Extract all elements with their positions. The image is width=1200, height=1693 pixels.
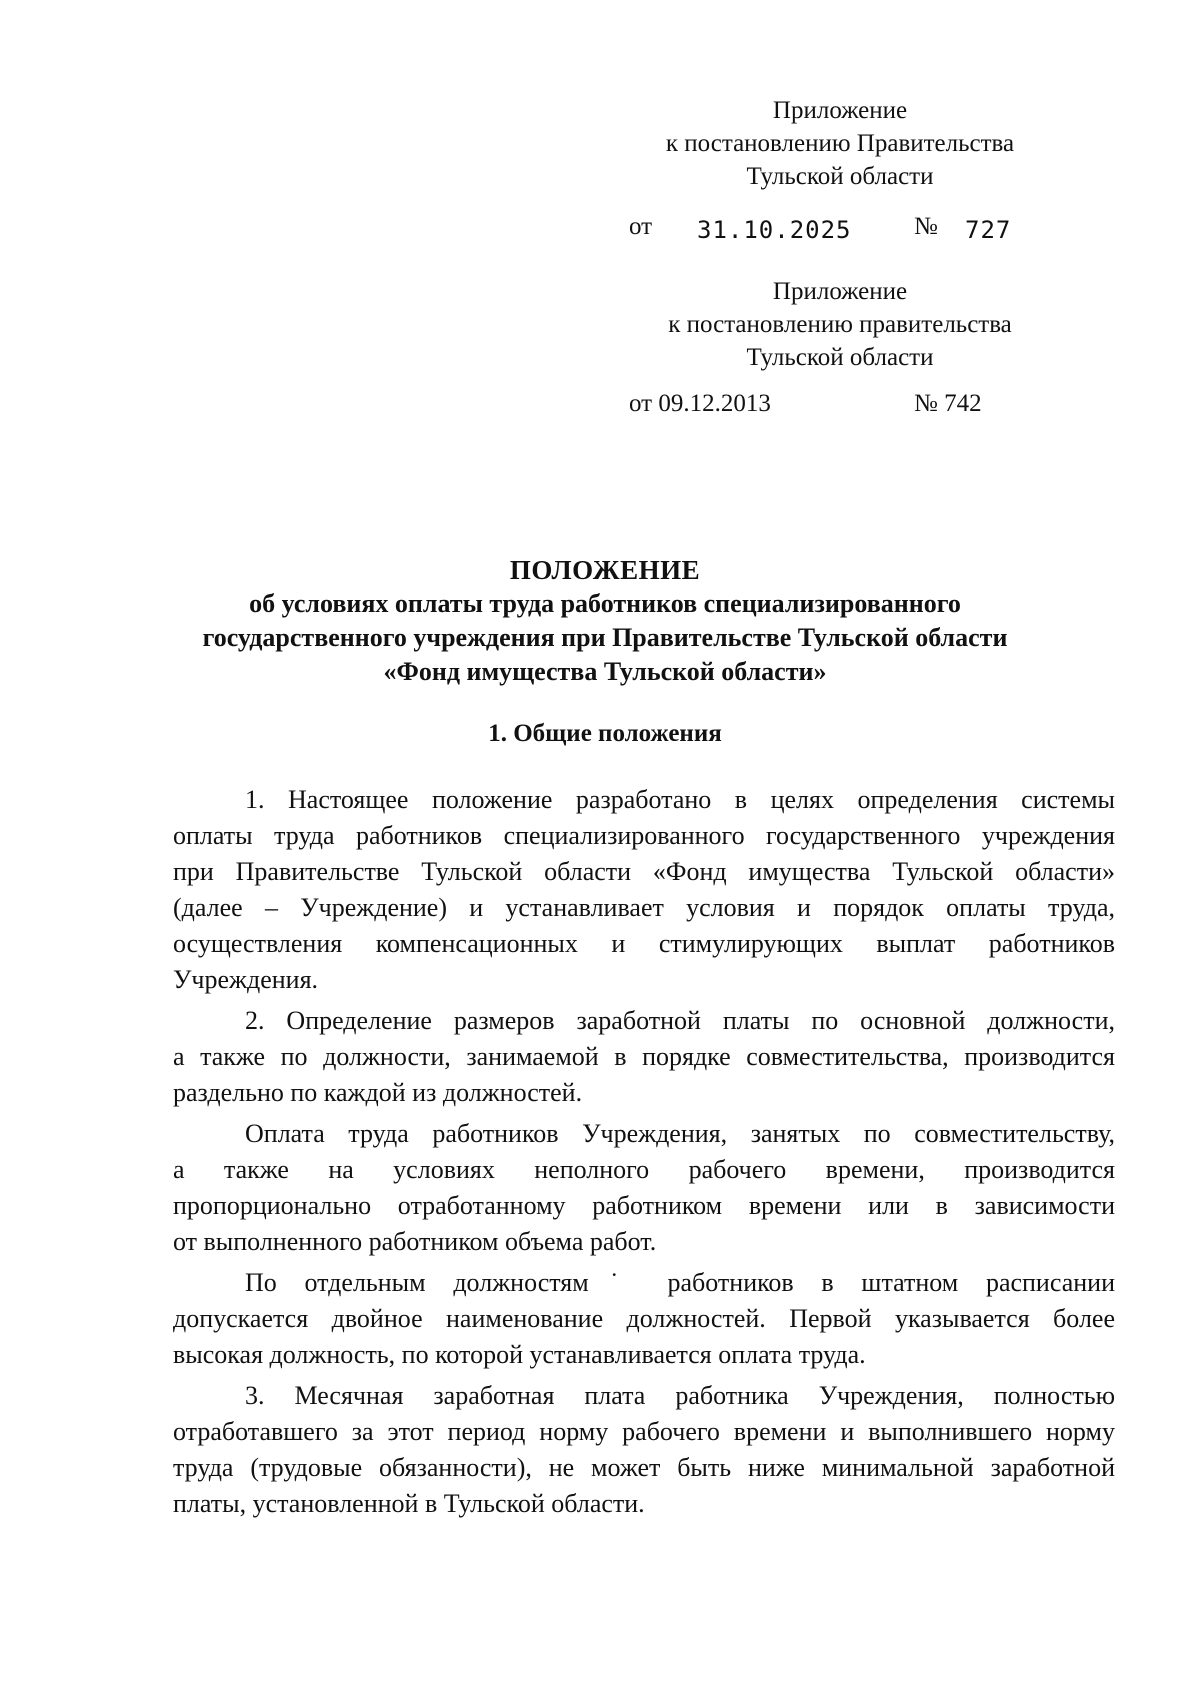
paragraph-1 [173,782,1115,998]
paragraph-line: от выполненного работником объема работ. [173,1227,657,1256]
paragraph-line: 3. Месячная заработная плата работника Учреждения, полностью [245,1381,1115,1410]
document-title [140,553,1070,689]
paragraph-line: при Правительстве Тульской области «Фонд имущества Тульской области» [173,857,1115,886]
appendix-region: Тульской области [746,163,934,190]
paragraph-line: 2. Определение размеров заработной платы по основной должности, [245,1006,1115,1035]
appendix-header-new [560,94,1120,193]
paragraph-line: а также на условиях неполного рабочего времени, производится [173,1155,1115,1184]
paragraph-line: раздельно по каждой из должностей. [173,1078,583,1107]
title-line-3: «Фонд имущества Тульской области» [383,657,827,686]
resolution-date: 31.10.2025 [697,216,852,244]
paragraph-line: По отдельным должностям˙ работников в штатном расписании [245,1268,1115,1297]
title-line-2: государственного учреждения при Правительстве Тульской области [202,623,1008,652]
from-label: от [629,213,653,240]
paragraph-line: допускается двойное наименование должностей. Первой указывается более [173,1304,1115,1333]
paragraph-line: пропорционально отработанному работником времени или в зависимости [173,1191,1115,1220]
appendix-resolution: к постановлению Правительства [665,130,1015,157]
appendix-title: Приложение [772,97,908,124]
appendix-title: Приложение [772,278,908,305]
paragraph-2 [173,1003,1115,1111]
paragraph-line: (далее – Учреждение) и устанавливает условия и порядок оплаты труда, [173,893,1115,922]
paragraph-line: Оплата труда работников Учреждения, занятых по совместительству, [245,1119,1115,1148]
appendix-region: Тульской области [746,344,934,371]
paragraph-line: а также по должности, занимаемой в порядке совместительства, производится [173,1042,1115,1071]
title-main: ПОЛОЖЕНИЕ [509,555,701,585]
paragraph-5 [173,1378,1115,1522]
section-heading: 1. Общие положения [488,720,722,747]
title-line-1: об условиях оплаты труда работников специализированного [249,589,961,618]
paragraph-line: труда (трудовые обязанности), не может быть ниже минимальной заработной [173,1453,1115,1482]
body-text [173,782,1115,1522]
paragraph-3 [173,1116,1115,1260]
paragraph-line: Учреждения. [173,965,319,994]
number-sign: № [914,213,938,240]
paragraph-line: осуществления компенсационных и стимулирующих выплат работников [173,929,1115,958]
paragraph-line: высокая должность, по которой устанавливается оплата труда. [173,1340,866,1369]
paragraph-line: 1. Настоящее положение разработано в целях определения системы [245,785,1115,814]
paragraph-line: отработавшего за этот период норму рабочего времени и выполнившего норму [173,1417,1115,1446]
resolution-number: № 742 [914,390,982,417]
appendix-header-old [560,275,1120,374]
paragraph-4 [173,1265,1115,1373]
resolution-number: 727 [965,216,1012,244]
resolution-date: от 09.12.2013 [629,390,771,417]
appendix-resolution: к постановлению правительства [668,311,1012,338]
paragraph-line: платы, установленной в Тульской области. [173,1489,645,1518]
paragraph-line: оплаты труда работников специализированного государственного учреждения [173,821,1115,850]
